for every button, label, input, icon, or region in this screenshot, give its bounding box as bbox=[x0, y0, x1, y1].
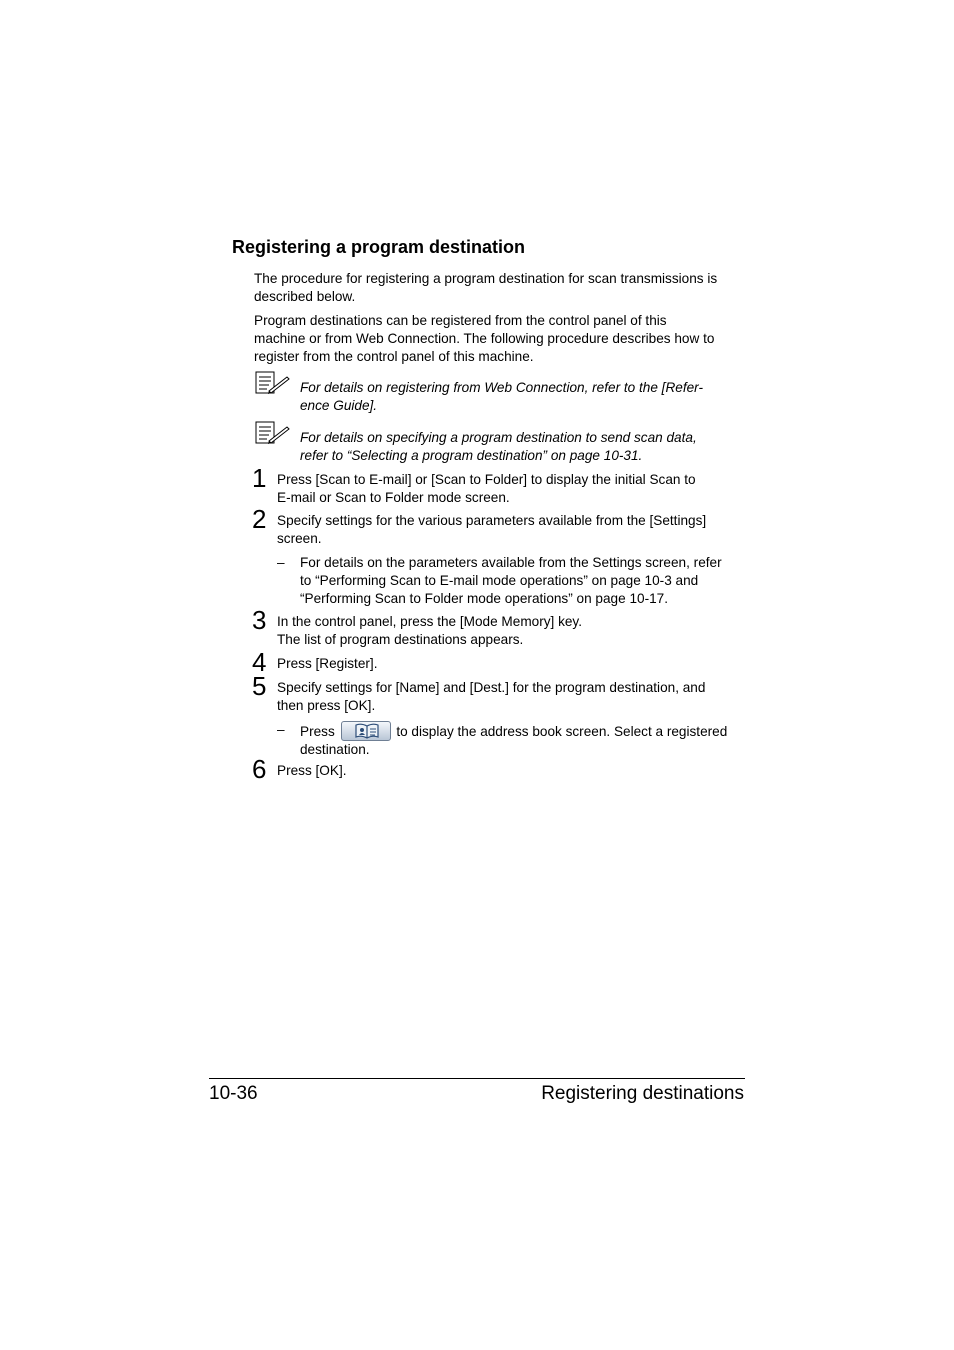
step-4-text: Press [Register]. bbox=[277, 656, 378, 671]
step-number: 3 bbox=[252, 605, 267, 635]
footer-rule bbox=[209, 1078, 745, 1079]
note-pencil-icon bbox=[255, 421, 291, 445]
note-pencil-icon bbox=[255, 371, 291, 395]
address-book-button[interactable] bbox=[341, 721, 391, 741]
step-number: 2 bbox=[252, 504, 267, 534]
step-5-sub-text: Press to display the address book screen. Select a registered destination. bbox=[300, 721, 727, 759]
note-1: For details on registering from Web Connection, refer to the [Refer- ence Guide]. bbox=[300, 380, 703, 413]
intro-paragraph-2: Program destinations can be registered from the control panel of this machine or from Web Connection. The following procedure describes how to register from the control panel of this machine. bbox=[254, 313, 715, 364]
step-number: 4 bbox=[252, 647, 267, 677]
step-2-text: Specify settings for the various parameters available from the [Settings] screen. bbox=[277, 513, 707, 546]
section-title: Registering a program destination bbox=[232, 237, 526, 257]
step-5-text: Specify settings for [Name] and [Dest.] for the program destination, and then press [OK]. bbox=[277, 680, 706, 713]
step-number: 6 bbox=[252, 754, 267, 784]
intro-paragraph-1: The procedure for registering a program destination for scan transmissions is described below. bbox=[254, 271, 718, 304]
address-book-icon bbox=[354, 723, 380, 739]
sub-item-dash: – bbox=[277, 722, 285, 737]
page-number: 10-36 bbox=[209, 1083, 258, 1104]
step-2-sub-text: For details on the parameters available from the Settings screen, refer to “Performing Scan to E-mail mode operations” on page 10-3 and “Performing Scan to Folder mode operations” on page 10-17. bbox=[300, 555, 722, 606]
note-2: For details on specifying a program destination to send scan data, refer to “Selecting a program destination” on page 10-31. bbox=[300, 430, 697, 463]
step-1-text: Press [Scan to E-mail] or [Scan to Folder] to display the initial Scan to E-mail or Scan to Folder mode screen. bbox=[277, 472, 696, 505]
step-6-text: Press [OK]. bbox=[277, 763, 347, 778]
chapter-title: Registering destinations bbox=[541, 1083, 744, 1104]
step-number: 1 bbox=[252, 463, 267, 493]
step-number: 5 bbox=[252, 671, 267, 701]
sub-item-dash: – bbox=[277, 555, 285, 570]
step-3-text: In the control panel, press the [Mode Memory] key. The list of program destinations appears. bbox=[277, 614, 582, 647]
